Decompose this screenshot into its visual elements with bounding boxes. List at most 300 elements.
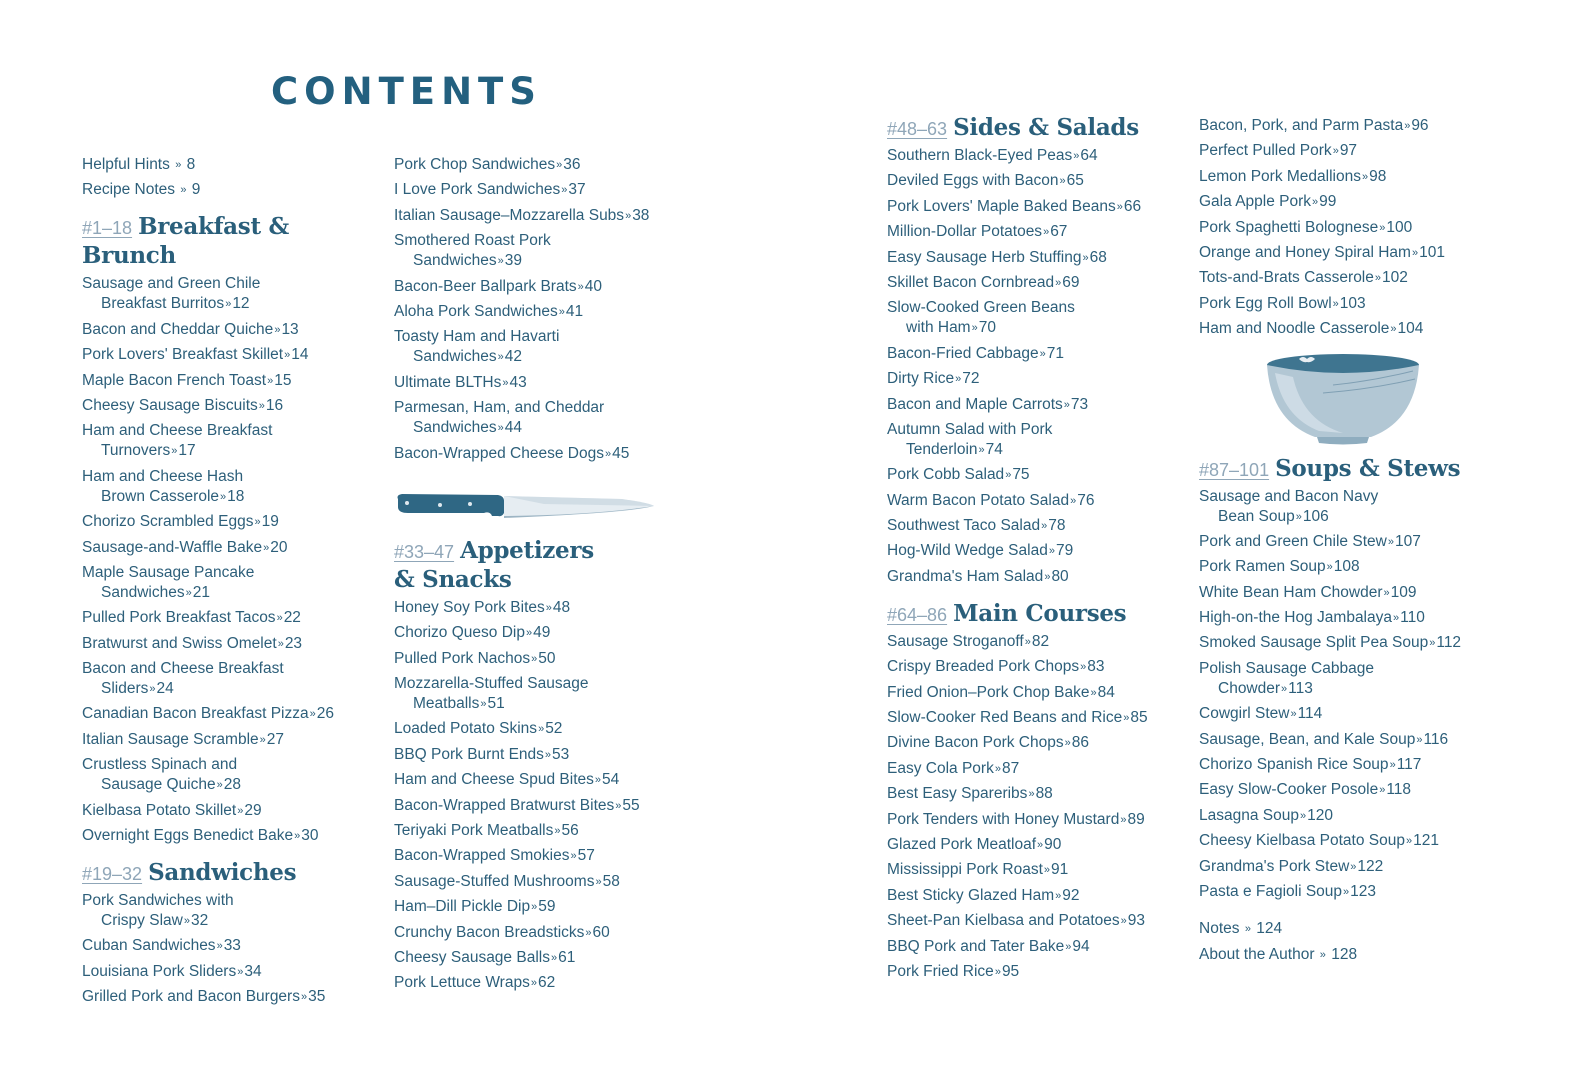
toc-entry[interactable] bbox=[887, 657, 1187, 677]
entry-title: Deviled Eggs with Bacon bbox=[887, 172, 1059, 190]
entry-title: Pulled Pork Nachos bbox=[394, 649, 531, 667]
recipe-range[interactable]: #1–18 bbox=[82, 218, 133, 239]
toc-entry[interactable] bbox=[887, 273, 1187, 293]
entry-title: Grilled Pork and Bacon Burgers bbox=[82, 988, 300, 1006]
toc-entry[interactable] bbox=[887, 465, 1187, 485]
recipe-range[interactable]: #87–101 bbox=[1199, 459, 1270, 480]
toc-entry[interactable] bbox=[82, 512, 382, 532]
page-separator: » bbox=[1043, 864, 1051, 877]
entry-title: Best Sticky Glazed Ham bbox=[887, 886, 1055, 904]
toc-entry[interactable] bbox=[394, 872, 694, 892]
page-separator: » bbox=[1059, 175, 1066, 188]
page-number: 16 bbox=[265, 396, 284, 414]
page-separator: » bbox=[1005, 469, 1012, 482]
toc-entry[interactable] bbox=[394, 598, 694, 618]
page-separator: » bbox=[254, 516, 261, 529]
entry-title: Orange and Honey Spiral Ham bbox=[1199, 243, 1411, 261]
page-number: 58 bbox=[602, 872, 620, 890]
page-separator: » bbox=[1379, 221, 1386, 234]
entry-title: Pork Ramen Soup bbox=[1199, 558, 1326, 576]
toc-entry[interactable] bbox=[1199, 487, 1499, 527]
toc-entry[interactable] bbox=[82, 801, 382, 821]
entry-title: Bacon and Cheddar Quiche bbox=[82, 320, 274, 338]
toc-entry[interactable] bbox=[1199, 704, 1499, 724]
entry-title: Sausage-Stuffed Mushrooms bbox=[394, 872, 595, 890]
toc-entry[interactable] bbox=[1199, 116, 1499, 136]
toc-entry[interactable] bbox=[394, 155, 694, 175]
toc-entry[interactable] bbox=[1199, 730, 1499, 750]
toc-entry[interactable] bbox=[887, 860, 1187, 880]
toc-entry[interactable] bbox=[82, 563, 382, 603]
toc-entry[interactable] bbox=[394, 821, 694, 841]
toc-entry[interactable] bbox=[394, 373, 694, 393]
toc-entry[interactable] bbox=[887, 369, 1187, 389]
toc-entry[interactable] bbox=[887, 810, 1187, 830]
toc-entry[interactable] bbox=[82, 962, 382, 982]
entry-title: Kielbasa Potato Skillet bbox=[82, 801, 237, 819]
entry-title-cont: Bean Soup bbox=[1218, 507, 1295, 525]
entry-title: Aloha Pork Sandwiches bbox=[394, 302, 558, 320]
toc-entry[interactable] bbox=[394, 327, 694, 367]
entry-title: Maple Bacon French Toast bbox=[82, 371, 267, 389]
entry-title: Mississippi Pork Roast bbox=[887, 861, 1043, 879]
entry-title: Cheesy Sausage Balls bbox=[394, 948, 550, 966]
page-separator: » bbox=[497, 255, 504, 268]
toc-column-3 bbox=[887, 115, 1187, 987]
entry-continuation bbox=[1199, 507, 1499, 527]
section-heading bbox=[82, 860, 382, 889]
page-separator: » bbox=[171, 445, 178, 458]
toc-entry[interactable] bbox=[1199, 294, 1499, 314]
page-separator: » bbox=[1044, 570, 1051, 583]
toc-entry[interactable] bbox=[887, 962, 1187, 982]
section-heading bbox=[887, 601, 1187, 630]
toc-entry[interactable] bbox=[394, 846, 694, 866]
page-separator: » bbox=[1405, 835, 1413, 848]
entry-title: Bacon and Maple Carrots bbox=[887, 395, 1063, 413]
page-separator: » bbox=[267, 374, 274, 387]
section-title: Appetizers bbox=[460, 536, 594, 564]
entry-title: Loaded Potato Skins bbox=[394, 720, 538, 738]
page-separator: » bbox=[1389, 759, 1396, 772]
toc-entry[interactable] bbox=[1199, 557, 1499, 577]
toc-entry[interactable] bbox=[394, 973, 694, 993]
toc-entry[interactable] bbox=[887, 708, 1187, 728]
entry-title: Glazed Pork Meatloaf bbox=[887, 835, 1037, 853]
page-separator: » bbox=[1043, 226, 1050, 239]
toc-entry[interactable] bbox=[887, 516, 1187, 536]
toc-entry[interactable] bbox=[887, 420, 1187, 460]
toc-entry[interactable] bbox=[1199, 583, 1499, 603]
page-separator: » bbox=[1343, 885, 1350, 898]
toc-entry[interactable] bbox=[394, 206, 694, 226]
toc-entry[interactable] bbox=[887, 835, 1187, 855]
page-number: 107 bbox=[1394, 532, 1421, 550]
recipe-range[interactable]: #64–86 bbox=[887, 604, 948, 625]
toc-entry[interactable] bbox=[887, 632, 1187, 652]
page-number: 44 bbox=[504, 419, 522, 437]
recipe-range[interactable]: #33–47 bbox=[394, 541, 455, 562]
toc-entry[interactable] bbox=[82, 371, 382, 391]
page-number: 54 bbox=[602, 771, 620, 789]
section-title: Main Courses bbox=[953, 599, 1127, 627]
toc-entry[interactable] bbox=[82, 891, 382, 931]
toc-entry[interactable] bbox=[82, 396, 382, 416]
page-number: 19 bbox=[261, 513, 279, 531]
toc-entry[interactable] bbox=[1199, 243, 1499, 263]
page-number: 72 bbox=[962, 370, 980, 388]
page-number: 92 bbox=[1062, 886, 1080, 904]
toc-entry[interactable] bbox=[394, 398, 694, 438]
page-number: 76 bbox=[1077, 491, 1095, 509]
page-separator: » bbox=[1055, 276, 1062, 289]
toc-entry[interactable] bbox=[394, 231, 694, 271]
page-separator: » bbox=[284, 349, 291, 362]
entry-title-cont: Chowder bbox=[1218, 679, 1281, 697]
page-number: 84 bbox=[1097, 683, 1115, 701]
page-separator: » bbox=[1041, 520, 1048, 533]
entry-continuation bbox=[82, 441, 382, 461]
page-number: 109 bbox=[1390, 583, 1417, 601]
page-number: 13 bbox=[281, 320, 299, 338]
toc-entry[interactable] bbox=[1199, 945, 1499, 965]
page-separator: » bbox=[309, 708, 316, 721]
toc-entry[interactable] bbox=[82, 755, 382, 795]
toc-entry[interactable] bbox=[82, 608, 382, 628]
toc-entry[interactable] bbox=[1199, 755, 1499, 775]
entry-title-cont: Sliders bbox=[101, 680, 149, 698]
entry-title: Sausage-and-Waffle Bake bbox=[82, 538, 263, 556]
page-number: 27 bbox=[266, 730, 285, 748]
entry-title: Teriyaki Pork Meatballs bbox=[394, 822, 554, 840]
entry-title: Sausage, Bean, and Kale Soup bbox=[1199, 730, 1416, 748]
page-separator: » bbox=[577, 280, 584, 293]
page-number: 50 bbox=[538, 649, 556, 667]
toc-entry[interactable] bbox=[1199, 268, 1499, 288]
entry-title: Million-Dollar Potatoes bbox=[887, 223, 1043, 241]
toc-entry[interactable] bbox=[1199, 633, 1499, 653]
page-number: 56 bbox=[561, 822, 579, 840]
entry-title: Bacon-Beer Ballpark Brats bbox=[394, 277, 577, 295]
page-separator: » bbox=[538, 723, 545, 736]
toc-entry[interactable] bbox=[82, 634, 382, 654]
entry-title: About the Author bbox=[1199, 945, 1315, 963]
page-separator: » bbox=[1028, 788, 1035, 801]
toc-entry[interactable] bbox=[887, 248, 1187, 268]
toc-entry[interactable] bbox=[394, 444, 694, 464]
toc-entry[interactable] bbox=[1199, 319, 1499, 339]
toc-entry[interactable] bbox=[887, 298, 1187, 338]
toc-entry[interactable] bbox=[1199, 882, 1499, 902]
entry-title: Hog-Wild Wedge Salad bbox=[887, 542, 1048, 560]
toc-entry[interactable] bbox=[1199, 806, 1499, 826]
page-number: 75 bbox=[1012, 466, 1030, 484]
entry-title: Sausage and Bacon Navy bbox=[1199, 487, 1379, 505]
page-separator: » bbox=[1024, 635, 1031, 648]
section-main-courses bbox=[887, 601, 1187, 982]
entry-title: Crispy Breaded Pork Chops bbox=[887, 658, 1080, 676]
entry-continuation bbox=[82, 775, 382, 795]
page-separator: » bbox=[220, 490, 227, 503]
page-separator: » bbox=[978, 443, 985, 456]
toc-entry[interactable] bbox=[82, 987, 382, 1007]
toc-entry[interactable] bbox=[887, 759, 1187, 779]
entry-title: Autumn Salad with Pork bbox=[887, 420, 1053, 438]
entry-title: White Bean Ham Chowder bbox=[1199, 583, 1383, 601]
toc-entry[interactable] bbox=[887, 491, 1187, 511]
entry-title: BBQ Pork Burnt Ends bbox=[394, 745, 544, 763]
toc-entry[interactable] bbox=[394, 745, 694, 765]
page-separator: » bbox=[259, 733, 266, 746]
toc-entry[interactable] bbox=[1199, 192, 1499, 212]
page-separator: » bbox=[1312, 196, 1319, 209]
toc-entry[interactable] bbox=[887, 886, 1187, 906]
toc-entry[interactable] bbox=[394, 674, 694, 714]
back-matter-list bbox=[1199, 919, 1499, 964]
page-separator: » bbox=[300, 991, 308, 1004]
entry-title: Smothered Roast Pork bbox=[394, 232, 551, 250]
page-number: 39 bbox=[504, 252, 522, 270]
toc-entry[interactable] bbox=[1199, 167, 1499, 187]
toc-entry[interactable] bbox=[82, 826, 382, 846]
toc-entry[interactable] bbox=[82, 180, 382, 200]
toc-entry[interactable] bbox=[82, 538, 382, 558]
page-number: 114 bbox=[1297, 705, 1323, 723]
toc-entry[interactable] bbox=[82, 345, 382, 365]
toc-entry[interactable] bbox=[1199, 141, 1499, 161]
page-number: 20 bbox=[270, 538, 288, 556]
section-title: Sides & Salads bbox=[953, 114, 1139, 141]
page-separator: » bbox=[1350, 860, 1357, 873]
toc-entry[interactable] bbox=[887, 197, 1187, 217]
toc-entry[interactable] bbox=[394, 649, 694, 669]
toc-entry[interactable] bbox=[394, 796, 694, 816]
entry-continuation bbox=[82, 583, 382, 603]
toc-entry[interactable] bbox=[887, 911, 1187, 931]
toc-column-2 bbox=[394, 155, 694, 999]
toc-entry[interactable] bbox=[887, 683, 1187, 703]
page-separator: » bbox=[625, 209, 632, 222]
entry-title: Cheesy Sausage Biscuits bbox=[82, 396, 258, 414]
recipe-range[interactable]: #48–63 bbox=[887, 119, 948, 139]
section-title-line2: & Snacks bbox=[394, 565, 512, 593]
toc-entry[interactable] bbox=[394, 897, 694, 917]
page-number: 24 bbox=[156, 680, 174, 698]
page-separator: » bbox=[1039, 347, 1046, 360]
page-separator: » bbox=[955, 373, 962, 386]
entry-title: Perfect Pulled Pork bbox=[1199, 142, 1332, 160]
toc-entry[interactable] bbox=[394, 180, 694, 200]
toc-entry[interactable] bbox=[394, 277, 694, 297]
page-number: 8 bbox=[186, 156, 196, 173]
page-number: 87 bbox=[1001, 759, 1020, 777]
page-number: 30 bbox=[301, 827, 319, 845]
page-number: 23 bbox=[284, 634, 303, 652]
toc-entry[interactable] bbox=[887, 344, 1187, 364]
page-separator: » bbox=[497, 422, 504, 435]
entry-title: Bacon and Cheese Breakfast bbox=[82, 660, 284, 678]
toc-entry[interactable] bbox=[394, 770, 694, 790]
page-separator: » bbox=[558, 305, 565, 318]
page-number: 94 bbox=[1072, 937, 1090, 955]
entry-title: Smoked Sausage Split Pea Soup bbox=[1199, 634, 1429, 652]
page-separator: » bbox=[1244, 923, 1251, 936]
page-separator: » bbox=[216, 779, 223, 792]
toc-entry[interactable] bbox=[1199, 608, 1499, 628]
entry-title: Easy Cola Pork bbox=[887, 759, 994, 777]
page-separator: » bbox=[550, 951, 558, 964]
page-number: 51 bbox=[487, 695, 505, 713]
entry-title: Bacon, Pork, and Parm Pasta bbox=[1199, 117, 1404, 134]
page-number: 113 bbox=[1288, 679, 1313, 697]
toc-entry[interactable] bbox=[394, 623, 694, 643]
toc-entry[interactable] bbox=[887, 733, 1187, 753]
entry-title: Southern Black-Eyed Peas bbox=[887, 147, 1073, 164]
entry-title: Honey Soy Pork Bites bbox=[394, 598, 545, 616]
entry-title: Pulled Pork Breakfast Tacos bbox=[82, 609, 276, 627]
entry-continuation bbox=[394, 347, 694, 367]
toc-entry[interactable] bbox=[82, 704, 382, 724]
page-number: 123 bbox=[1350, 882, 1377, 900]
page-number: 117 bbox=[1396, 756, 1422, 774]
entry-title: Skillet Bacon Cornbread bbox=[887, 273, 1055, 291]
page-number: 45 bbox=[612, 444, 630, 462]
entry-title: Overnight Eggs Benedict Bake bbox=[82, 827, 294, 845]
entry-title: BBQ Pork and Tater Bake bbox=[887, 937, 1065, 955]
page-separator: » bbox=[994, 965, 1001, 978]
toc-entry[interactable] bbox=[887, 937, 1187, 957]
page-separator: » bbox=[237, 804, 244, 817]
toc-entry[interactable] bbox=[82, 936, 382, 956]
entry-continuation bbox=[1199, 679, 1499, 699]
toc-entry[interactable] bbox=[82, 659, 382, 699]
page-separator: » bbox=[1393, 612, 1400, 625]
toc-entry[interactable] bbox=[1199, 919, 1499, 939]
entry-title-cont: Breakfast Burritos bbox=[101, 295, 225, 313]
page-separator: » bbox=[1116, 200, 1123, 213]
toc-entry[interactable] bbox=[887, 222, 1187, 242]
page-separator: » bbox=[1429, 637, 1436, 650]
page-number: 85 bbox=[1130, 709, 1148, 727]
page-separator: » bbox=[1411, 246, 1419, 259]
entry-title-cont: with Ham bbox=[906, 319, 971, 337]
page-separator: » bbox=[1290, 708, 1297, 721]
toc-entry[interactable] bbox=[82, 274, 382, 314]
page-separator: » bbox=[1048, 545, 1055, 558]
toc-entry[interactable] bbox=[394, 948, 694, 968]
recipe-range[interactable]: #19–32 bbox=[82, 864, 143, 885]
section-title: Sandwiches bbox=[148, 859, 297, 887]
page-separator: » bbox=[1080, 661, 1087, 674]
toc-entry[interactable] bbox=[1199, 659, 1499, 699]
section-soups-stews bbox=[1199, 456, 1499, 902]
toc-entry[interactable] bbox=[82, 730, 382, 750]
page-number: 112 bbox=[1436, 634, 1462, 652]
entry-title-cont: Sandwiches bbox=[413, 348, 497, 366]
entry-continuation bbox=[887, 318, 1187, 338]
toc-entry[interactable] bbox=[887, 171, 1187, 191]
toc-entry[interactable] bbox=[1199, 532, 1499, 552]
toc-entry[interactable] bbox=[82, 155, 382, 175]
entry-title: Chorizo Queso Dip bbox=[394, 624, 525, 642]
toc-entry[interactable] bbox=[394, 923, 694, 943]
entry-title: Sausage Stroganoff bbox=[887, 632, 1024, 650]
section-appetizers-snacks bbox=[394, 538, 694, 993]
toc-entry[interactable] bbox=[394, 719, 694, 739]
page-separator: » bbox=[185, 586, 192, 599]
toc-entry[interactable] bbox=[1199, 857, 1499, 877]
entry-title-cont: Sausage Quiche bbox=[101, 776, 216, 794]
page-number: 36 bbox=[563, 156, 581, 173]
entry-title: Ham and Cheese Breakfast bbox=[82, 422, 273, 440]
section-sandwiches bbox=[82, 860, 382, 1007]
entry-title: Tots-and-Brats Casserole bbox=[1199, 269, 1374, 287]
page-separator: » bbox=[570, 850, 577, 863]
toc-entry[interactable] bbox=[887, 567, 1187, 587]
page-separator: » bbox=[237, 965, 244, 978]
entry-title-cont: Tenderloin bbox=[906, 440, 978, 458]
toc-entry[interactable] bbox=[82, 421, 382, 461]
toc-entry[interactable] bbox=[1199, 831, 1499, 851]
page-number: 79 bbox=[1055, 542, 1074, 560]
toc-entry[interactable] bbox=[1199, 218, 1499, 238]
entry-title: Toasty Ham and Havarti bbox=[394, 328, 560, 346]
page-number: 89 bbox=[1127, 810, 1145, 828]
section-breakfast-brunch bbox=[82, 214, 382, 846]
page-separator: » bbox=[604, 447, 612, 460]
page-number: 121 bbox=[1413, 832, 1439, 850]
entry-title: Pork Lovers' Maple Baked Beans bbox=[887, 197, 1116, 215]
page-number: 55 bbox=[622, 796, 640, 814]
page-separator: » bbox=[1064, 737, 1071, 750]
entry-title: Maple Sausage Pancake bbox=[82, 563, 255, 581]
page-separator: » bbox=[554, 825, 561, 838]
toc-entry[interactable] bbox=[394, 302, 694, 322]
page-separator: » bbox=[585, 926, 592, 939]
page-number: 95 bbox=[1001, 962, 1020, 980]
toc-entry[interactable] bbox=[887, 395, 1187, 415]
toc-entry[interactable] bbox=[1199, 780, 1499, 800]
entry-continuation bbox=[394, 418, 694, 438]
page-number: 12 bbox=[232, 295, 250, 313]
page-number: 17 bbox=[178, 442, 196, 460]
toc-entry[interactable] bbox=[887, 146, 1187, 166]
page-separator: » bbox=[545, 601, 552, 614]
page-separator: » bbox=[180, 184, 187, 197]
page-separator: » bbox=[276, 612, 283, 625]
toc-entry[interactable] bbox=[887, 541, 1187, 561]
section-heading bbox=[82, 214, 382, 272]
entry-title: Pork Spaghetti Bolognese bbox=[1199, 218, 1379, 236]
entry-title-cont: Sandwiches bbox=[101, 583, 185, 601]
entry-title: Cowgirl Stew bbox=[1199, 705, 1290, 723]
toc-entry[interactable] bbox=[82, 320, 382, 340]
page-separator: » bbox=[225, 298, 232, 311]
section-title: Breakfast & Brunch bbox=[82, 213, 289, 270]
entry-title: Louisiana Pork Sliders bbox=[82, 962, 237, 980]
page-separator: » bbox=[1295, 510, 1302, 523]
toc-entry[interactable] bbox=[887, 784, 1187, 804]
section-heading bbox=[887, 115, 1187, 144]
page-separator: » bbox=[274, 323, 281, 336]
entry-title: Bacon-Wrapped Cheese Dogs bbox=[394, 444, 604, 462]
page-number: 32 bbox=[190, 912, 209, 930]
toc-entry[interactable] bbox=[82, 467, 382, 507]
page-separator: » bbox=[544, 748, 552, 761]
page-separator: » bbox=[277, 637, 284, 650]
entry-title: Slow-Cooker Red Beans and Rice bbox=[887, 709, 1123, 727]
page-number: 35 bbox=[308, 988, 326, 1006]
